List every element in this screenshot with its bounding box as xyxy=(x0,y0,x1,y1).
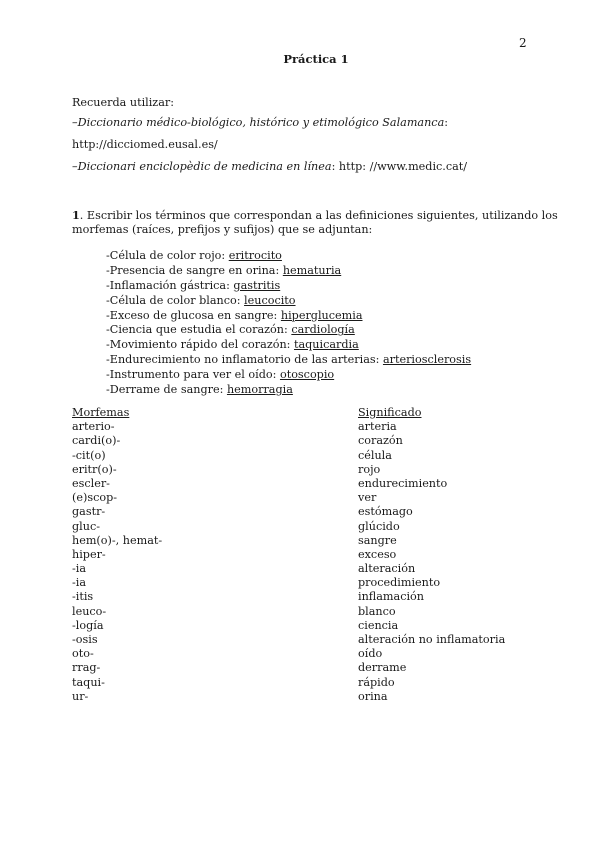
definition-answer: hemorragia xyxy=(226,383,293,397)
morpheme-item: arterio- xyxy=(72,420,115,434)
morpheme-item: -logía xyxy=(72,618,104,632)
meaning-item: arteria xyxy=(358,420,397,434)
morpheme-item: oto- xyxy=(72,647,94,661)
meaning-item: estómago xyxy=(358,505,413,519)
morpheme-item: hem(o)-, hemat- xyxy=(72,533,163,547)
morpheme-item: eritr(o)- xyxy=(72,462,117,476)
morpheme-item: -itis xyxy=(72,590,94,604)
definition-item xyxy=(106,353,471,368)
morphemes-header: Morfemas xyxy=(72,406,130,419)
remember-line: Recuerda utilizar: xyxy=(72,96,174,109)
page-title: Práctica 1 xyxy=(283,52,349,66)
definition-answer: gastritis xyxy=(233,278,281,292)
exercise-line-1: . Escribir los términos que correspondan a las definiciones siguientes, utilizando los xyxy=(79,209,558,222)
dictionary-1-url[interactable]: http://dicciomed.eusal.es/ xyxy=(72,138,218,151)
meanings-header: Significado xyxy=(358,406,422,419)
definition-item xyxy=(106,338,471,353)
definition-prompt: -Presencia de sangre en orina: xyxy=(106,263,283,277)
morpheme-item: rrag- xyxy=(72,661,101,675)
morpheme-item: cardi(o)- xyxy=(72,434,121,448)
meaning-item: rápido xyxy=(358,675,395,689)
definition-answer: arteriosclerosis xyxy=(382,353,472,367)
morpheme-item: escler- xyxy=(72,476,110,490)
definition-item xyxy=(106,309,471,324)
definition-prompt: -Ciencia que estudia el corazón: xyxy=(106,323,292,337)
dictionary-2-line xyxy=(72,160,467,173)
morpheme-item: -ia xyxy=(72,562,87,576)
definition-answer: cardiología xyxy=(291,323,355,337)
exercise-number: 1 xyxy=(72,208,80,222)
definitions-list xyxy=(106,249,471,398)
definition-prompt: -Célula de color rojo: xyxy=(106,249,229,262)
dictionary-1-name: –Diccionario médico-biológico, histórico y etimológico Salamanca xyxy=(72,116,445,129)
definition-item xyxy=(106,323,471,338)
morpheme-item: -cit(o) xyxy=(72,448,106,462)
dictionary-2-name: –Diccionari enciclopèdic de medicina en línea xyxy=(72,160,332,173)
definition-item xyxy=(106,383,471,398)
meaning-item: sangre xyxy=(358,533,397,547)
meaning-item: procedimiento xyxy=(358,576,441,590)
definition-answer: taquicardia xyxy=(293,338,359,352)
meaning-item: corazón xyxy=(358,434,403,448)
meaning-item: alteración xyxy=(358,562,416,576)
meaning-item: inflamación xyxy=(358,590,424,604)
definition-answer: otoscopio xyxy=(279,368,335,382)
meaning-item: ver xyxy=(358,491,377,505)
meaning-item: alteración no inflamatoria xyxy=(358,633,506,646)
definition-prompt: -Movimiento rápido del corazón: xyxy=(106,338,294,352)
definition-item xyxy=(106,279,471,294)
definition-item xyxy=(106,294,471,309)
definition-answer: hiperglucemia xyxy=(280,308,363,322)
definition-answer: hematuria xyxy=(282,263,342,277)
meaning-item: glúcido xyxy=(358,519,400,533)
definition-answer: eritrocito xyxy=(228,249,282,262)
morpheme-item: gastr- xyxy=(72,505,106,519)
dictionary-2-url[interactable]: : http: //www.medic.cat/ xyxy=(331,160,468,173)
meaning-item: célula xyxy=(358,448,392,462)
meaning-item: endurecimiento xyxy=(358,476,448,490)
definition-prompt: -Exceso de glucosa en sangre: xyxy=(106,308,281,322)
morpheme-item: ur- xyxy=(72,689,89,703)
meanings-column xyxy=(358,406,505,704)
morpheme-item: gluc- xyxy=(72,519,100,533)
meaning-item: ciencia xyxy=(358,618,399,632)
definition-prompt: -Inflamación gástrica: xyxy=(106,278,234,292)
definition-prompt: -Célula de color blanco: xyxy=(106,293,245,307)
dictionary-1-line xyxy=(72,116,448,129)
morpheme-item: (e)scop- xyxy=(72,491,118,505)
morpheme-item: leuco- xyxy=(72,604,107,618)
morpheme-item: -ia xyxy=(72,576,87,590)
meaning-item: exceso xyxy=(358,547,397,561)
definition-item xyxy=(106,249,471,264)
morpheme-item: hiper- xyxy=(72,547,106,561)
morpheme-item: taqui- xyxy=(72,675,105,689)
meaning-item: oído xyxy=(358,647,383,661)
meaning-item: blanco xyxy=(358,604,396,618)
definition-prompt: -Instrumento para ver el oído: xyxy=(106,368,280,382)
morpheme-item: -osis xyxy=(72,633,98,646)
definition-item xyxy=(106,368,471,383)
definition-prompt: -Endurecimiento no inflamatorio de las arterias: xyxy=(106,353,383,367)
meaning-item: rojo xyxy=(358,462,381,476)
exercise-line-2: morfemas (raíces, prefijos y sufijos) que se adjuntan: xyxy=(72,223,373,236)
page-number: 2 xyxy=(519,36,527,50)
definition-prompt: -Derrame de sangre: xyxy=(106,383,227,397)
definition-item xyxy=(106,264,471,279)
meaning-item: derrame xyxy=(358,661,407,675)
morphemes-column xyxy=(72,406,162,704)
dictionary-1-colon: : xyxy=(444,116,449,129)
exercise-1-statement xyxy=(72,208,558,222)
meaning-item: orina xyxy=(358,689,388,703)
definition-answer: leucocito xyxy=(244,293,296,307)
